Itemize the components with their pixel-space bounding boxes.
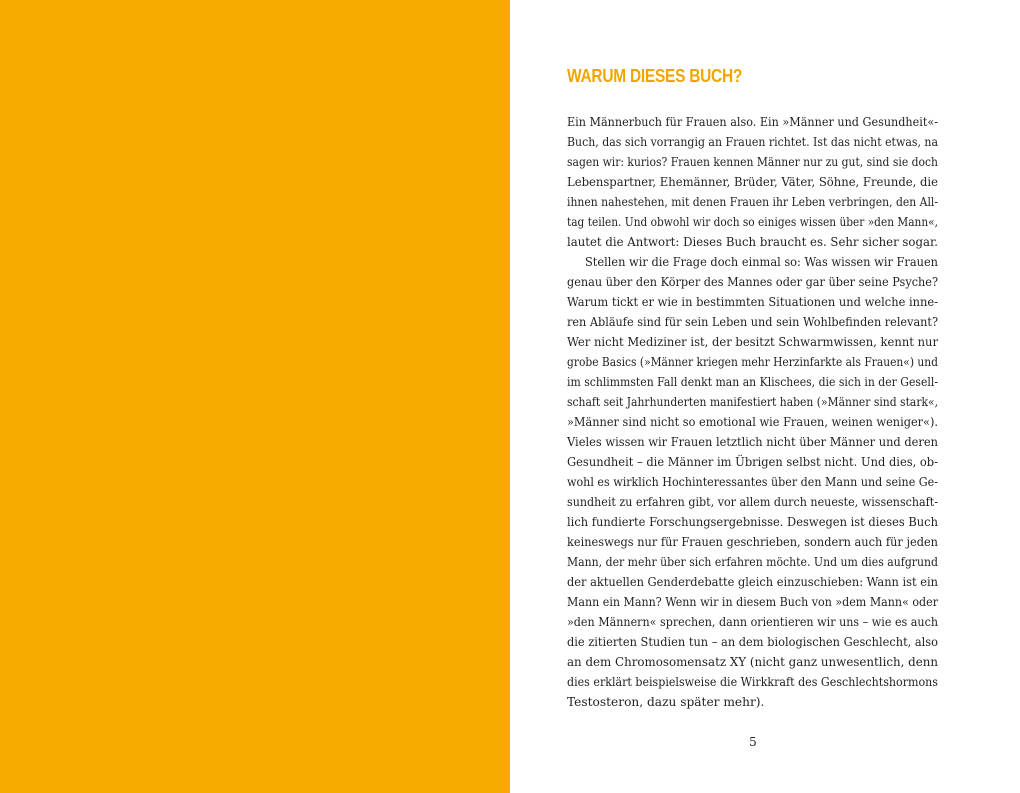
body-line: dies erklärt beispielsweise die Wirkkraft des Geschlechtshormons <box>567 675 938 689</box>
body-line: an dem Chromosomensatz XY (nicht ganz unwesentlich, denn <box>567 655 938 669</box>
body-text <box>567 112 938 712</box>
body-line: Wer nicht Mediziner ist, der besitzt Schwarmwissen, kennt nur <box>567 335 938 349</box>
body-line: Mann ein Mann? Wenn wir in diesem Buch von »dem Mann« oder <box>567 595 938 609</box>
body-line: »Männer sind nicht so emotional wie Frauen, weinen weniger«). <box>567 415 938 429</box>
body-line: Buch, das sich vorrangig an Frauen richtet. Ist das nicht etwas, na <box>567 135 938 149</box>
page-number: 5 <box>749 735 757 749</box>
body-line: im schlimmsten Fall denkt man an Klischees, die sich in der Gesell- <box>567 375 938 389</box>
body-line: keineswegs nur für Frauen geschrieben, sondern auch für jeden <box>567 535 938 549</box>
body-line: lich fundierte Forschungsergebnisse. Deswegen ist dieses Buch <box>567 515 938 529</box>
body-line: lautet die Antwort: Dieses Buch braucht es. Sehr sicher sogar. <box>567 235 938 249</box>
body-line: wohl es wirklich Hochinteressantes über den Mann und seine Ge- <box>567 475 938 489</box>
body-line: die zitierten Studien tun – an dem biologischen Geschlecht, also <box>567 635 938 649</box>
body-line: Stellen wir die Frage doch einmal so: Was wissen wir Frauen <box>585 255 938 269</box>
body-line: Testosteron, dazu später mehr). <box>567 695 765 709</box>
body-line: Mann, der mehr über sich erfahren möchte. Und um dies aufgrund <box>567 555 938 569</box>
body-line: sundheit zu erfahren gibt, vor allem durch neueste, wissenschaft- <box>567 495 938 509</box>
body-line: »den Männern« sprechen, dann orientieren wir uns – wie es auch <box>567 615 938 629</box>
body-line: Ein Männerbuch für Frauen also. Ein »Männer und Gesundheit«- <box>567 115 938 129</box>
body-line: schaft seit Jahrhunderten manifestiert haben (»Männer sind stark«, <box>567 395 938 409</box>
body-line: Lebenspartner, Ehemänner, Brüder, Väter, Söhne, Freunde, die <box>567 175 938 189</box>
right-page <box>510 0 1020 793</box>
body-line: der aktuellen Genderdebatte gleich einzuschieben: Wann ist ein <box>567 575 938 589</box>
body-line: grobe Basics (»Männer kriegen mehr Herzinfarkte als Frauen«) und <box>567 355 938 369</box>
body-line: genau über den Körper des Mannes oder gar über seine Psyche? <box>567 275 938 289</box>
chapter-heading: WARUM DIESES BUCH? <box>567 66 743 86</box>
body-line: Warum tickt er wie in bestimmten Situationen und welche inne- <box>567 295 938 309</box>
body-line: ren Abläufe sind für sein Leben und sein Wohlbefinden relevant? <box>567 315 938 329</box>
body-line: ihnen nahestehen, mit denen Frauen ihr Leben verbringen, den All- <box>567 195 938 209</box>
body-line: Gesundheit – die Männer im Übrigen selbst nicht. Und dies, ob- <box>567 455 938 469</box>
body-line: tag teilen. Und obwohl wir doch so einiges wissen über »den Mann«, <box>567 215 938 229</box>
body-line: Vieles wissen wir Frauen letztlich nicht über Männer und deren <box>567 435 938 449</box>
body-line: sagen wir: kurios? Frauen kennen Männer nur zu gut, sind sie doch <box>567 155 938 169</box>
